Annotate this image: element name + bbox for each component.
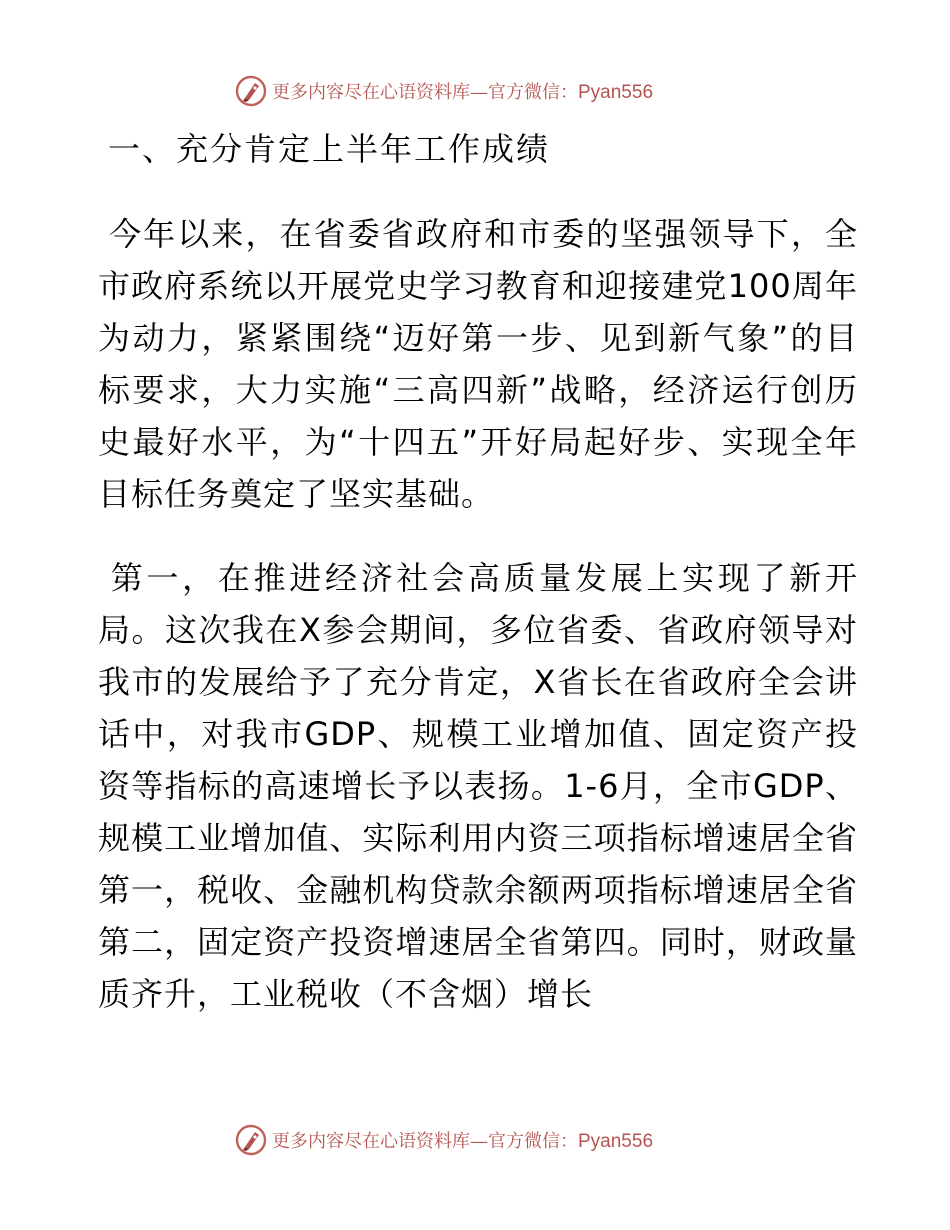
- document-body: [98, 124, 858, 1020]
- watermark-footer: [234, 1122, 653, 1158]
- watermark-text: [272, 78, 653, 104]
- paragraph-text: 第一，在推进经济社会高质量发展上实现了新开局。这次我在X参会期间，多位省委、省政府领导对我市的发展给予了充分肯定，X省长在省政府全会讲话中，对我市GDP、规模工业增加值、固定资产投资等指标的高速增长予以表扬。1-6月，全市GDP、规模工业增加值、实际利用内资三项指标增速居全省第一，税收、金融机构贷款余额两项指标增速居全省第二，固定资产投资增速居全省第四。同时，财政量质齐升，工业税收（不含烟）增长: [98, 559, 858, 1013]
- watermark-header: [234, 73, 653, 109]
- paragraph: [98, 552, 858, 1020]
- pen-nib-icon: [234, 1123, 268, 1157]
- watermark-text: [272, 1127, 653, 1153]
- paragraph-text: 今年以来，在省委省政府和市委的坚强领导下，全市政府系统以开展党史学习教育和迎接建党100周年为动力，紧紧围绕“迈好第一步、见到新气象”的目标要求，大力实施“三高四新”战略，经济运行创历史最好水平，为“十四五”开好局起好步、实现全年目标任务奠定了坚实基础。: [98, 215, 858, 513]
- paragraph: [98, 208, 858, 520]
- watermark-label: 更多内容尽在心语资料库—官方微信：: [272, 1131, 578, 1152]
- watermark-id: Pyan556: [578, 82, 654, 103]
- pen-nib-icon: [234, 74, 268, 108]
- watermark-id: Pyan556: [578, 1131, 654, 1152]
- watermark-label: 更多内容尽在心语资料库—官方微信：: [272, 82, 578, 103]
- section-heading: 一、充分肯定上半年工作成绩: [108, 130, 551, 168]
